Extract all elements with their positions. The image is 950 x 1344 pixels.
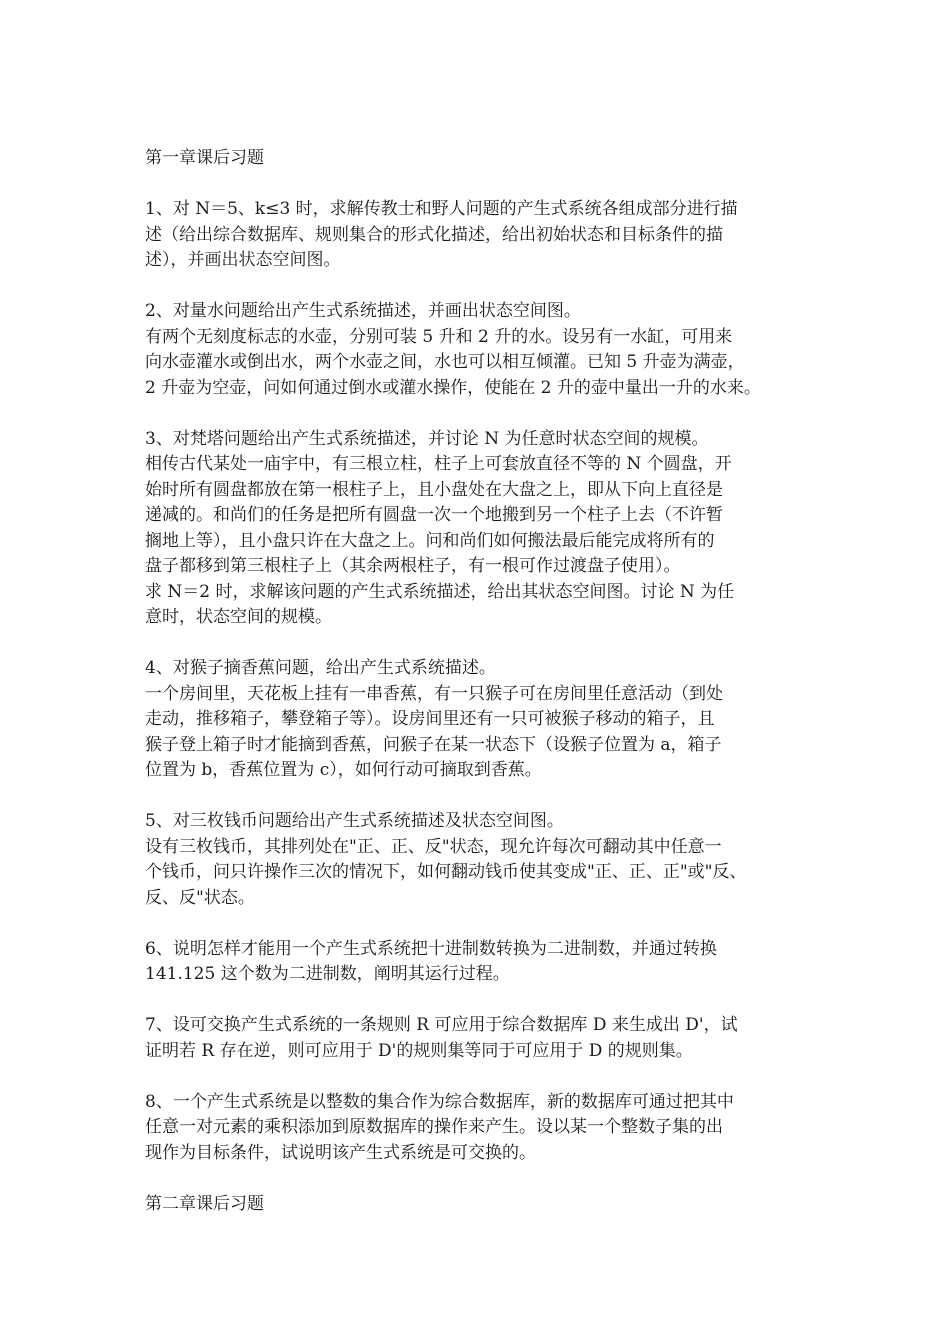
question-1-line: 述（给出综合数据库、规则集合的形式化描述，给出初始状态和目标条件的描 [145,224,723,245]
question-8-line: 8、一个产生式系统是以整数的集合作为综合数据库，新的数据库可通过把其中 [145,1091,734,1112]
spacer [145,1166,813,1192]
question-8-line: 现作为目标条件，试说明该产生式系统是可交换的。 [145,1142,536,1163]
question-3-line: 搁地上等），且小盘只许在大盘之上。问和尚们如何搬法最后能完成将所有的 [145,530,715,551]
spacer [145,631,813,657]
question-6 [145,937,813,988]
question-6-line: 141.125 这个数为二进制数，阐明其运行过程。 [145,964,510,984]
question-3-line: 求 N＝2 时，求解该问题的产生式系统描述，给出其状态空间图。讨论 N 为任 [145,581,735,602]
question-5-line: 个钱币，问只许操作三次的情况下，如何翻动钱币使其变成"正、正、正"或"反、 [145,862,747,882]
question-3-line: 相传古代某处一庙宇中，有三根立柱，柱子上可套放直径不等的 N 个圆盘，开 [145,454,732,474]
question-3-line: 3、对梵塔问题给出产生式系统描述，并讨论 N 为任意时状态空间的规模。 [145,428,709,449]
question-4-line: 一个房间里，天花板上挂有一串香蕉，有一只猴子可在房间里任意活动（到处 [145,683,723,704]
question-7-line: 证明若 R 存在逆，则可应用于 D'的规则集等同于可应用于 D 的规则集。 [145,1040,693,1061]
question-5-line: 反、反"状态。 [145,887,255,908]
question-8 [145,1090,813,1167]
question-6-line: 6、说明怎样才能用一个产生式系统把十进制数转换为二进制数，并通过转换 [145,938,717,959]
question-2-line: 2 升壶为空壶，问如何通过倒水或灌水操作，使能在 2 升的壶中量出一升的水来。 [145,377,761,398]
question-5 [145,809,813,911]
question-5-line: 设有三枚钱币，其排列处在"正、正、反"状态，现允许每次可翻动其中任意一 [145,836,722,857]
question-2-line: 2、对量水问题给出产生式系统描述，并画出状态空间图。 [145,301,581,321]
page-content [145,146,813,1217]
question-1-line: 述），并画出状态空间图。 [145,250,341,270]
spacer [145,172,813,198]
question-4-line: 猴子登上箱子时才能摘到香蕉，问猴子在某一状态下（设猴子位置为 a，箱子 [145,734,722,755]
chapter-1-heading: 第一章课后习题 [145,148,264,168]
question-3-line: 始时所有圆盘都放在第一根柱子上，且小盘处在大盘之上，即从下向上直径是 [145,479,723,500]
question-1-line: 1、对 N＝5、k≤3 时，求解传教士和野人问题的产生式系统各组成部分进行描 [145,199,738,219]
spacer [145,911,813,937]
question-4 [145,656,813,784]
spacer [145,401,813,427]
question-3-line: 意时，状态空间的规模。 [145,607,332,627]
question-4-line: 位置为 b，香蕉位置为 c），如何行动可摘取到香蕉。 [145,760,542,780]
question-4-line: 走动，推移箱子，攀登箱子等）。设房间里还有一只可被猴子移动的箱子，且 [145,709,715,729]
question-7-line: 7、设可交换产生式系统的一条规则 R 可应用于综合数据库 D 来生成出 D'，试 [145,1015,738,1035]
question-3-line: 盘子都移到第三根柱子上（其余两根柱子，有一根可作过渡盘子使用）。 [145,556,681,576]
question-2-line: 向水壶灌水或倒出水，两个水壶之间，水也可以相互倾灌。已知 5 升壶为满壶， [145,352,745,372]
spacer [145,784,813,810]
question-8-line: 任意一对元素的乘积添加到原数据库的操作来产生。设以某一个整数子集的出 [145,1117,723,1137]
question-1 [145,197,813,274]
question-2 [145,299,813,401]
question-3 [145,427,813,631]
question-4-line: 4、对猴子摘香蕉问题，给出产生式系统描述。 [145,658,496,678]
question-5-line: 5、对三枚钱币问题给出产生式系统描述及状态空间图。 [145,811,564,831]
question-2-line: 有两个无刻度标志的水壶，分别可装 5 升和 2 升的水。设另有一水缸，可用来 [145,326,733,347]
spacer [145,1064,813,1090]
question-7 [145,1013,813,1064]
question-3-line: 递减的。和尚们的任务是把所有圆盘一次一个地搬到另一个柱子上去（不许暂 [145,505,723,525]
spacer [145,988,813,1014]
chapter-2-heading: 第二章课后习题 [145,1193,264,1214]
spacer [145,274,813,300]
